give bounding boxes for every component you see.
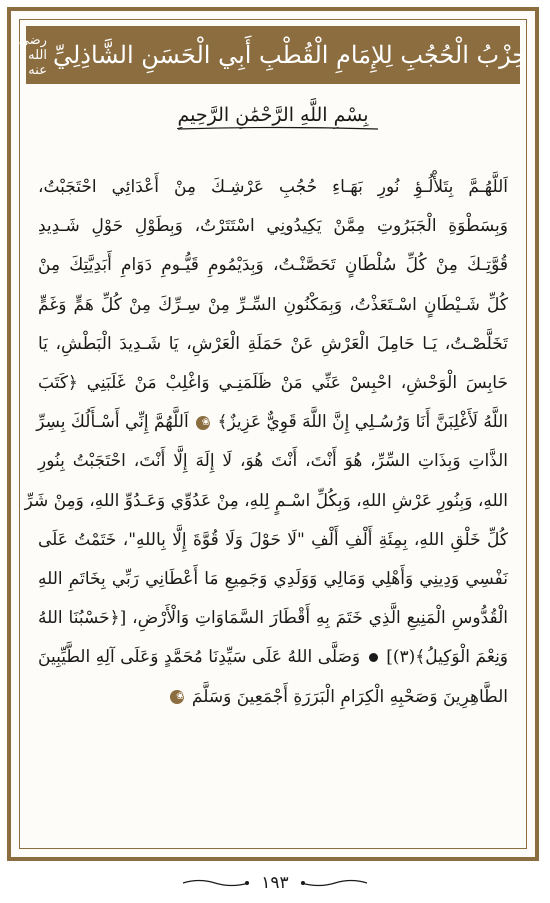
honorific-seal: رضي الله عنه <box>18 32 47 78</box>
rosette-icon: ❀ <box>170 690 184 704</box>
text-line: كُلِّ خَلْقِ اللهِ، بِمِئَةِ أَلْفِ أَلْفِ "لَا حَوْلَ وَلَا قُوَّةَ إِلَّا بِاللهِ"، خَتَمْتُ عَلَى <box>38 529 508 550</box>
prayer-text <box>24 168 509 717</box>
text-line: اللهِ، وَبِنُورِ عَرْشِ اللهِ، وَبِكُلِّ اسْـمٍ لِلهِ، مِنْ عَدُوِّي وَعَـدُوِّ اللهِ، وَمِنْ شَرِّ <box>24 490 508 511</box>
right-flourish-icon <box>299 877 369 889</box>
text-line: الذَّاتِ وَبِذَاتِ السِّرِّ، هُوَ أَنْتَ، أَنْتَ هُوَ، لَا إِلَهَ إِلَّا أَنْتَ، احْتَجَبْتُ بِنُورِ <box>38 451 508 472</box>
basmala-text: بِسْمِ اللَّهِ الرَّحْمَٰنِ الرَّحِيمِ <box>177 104 369 126</box>
text-line: حَابِسَ الْوَحْشِ، احْبِسْ عَنِّي مَنْ ظَلَمَنِـي وَاغْلِبْ مَنْ غَلَبَنِي ﴿كَتَبَ <box>38 373 508 394</box>
text-line: وَبِسَطْوَةِ الْجَبَرُوتِ مِمَّنْ يَكِيدُونِي اسْتَتَرْتُ، وَبِطَوْلِ حَوْلِ شَـدِيدِ <box>38 216 508 237</box>
text-segment: اَللَّهُمَّ إِنِّي أَسْـأَلُكَ بِسِرِّ <box>36 412 189 433</box>
text-line: نَفْسِي وَدِينِي وَأَهْلِي وَمَالِي وَوَلَدِي وَجَمِيعِ مَا أَعْطَانِي رَبِّي بِخَاتَمِ اللهِ <box>38 569 508 590</box>
title-banner <box>18 26 528 84</box>
text-line <box>38 678 508 717</box>
rosette-icon: ❀ <box>196 416 210 430</box>
text-line: تَخَلَّصْـتُ، يَـا حَامِلَ الْعَرْشِ عَنْ حَمَلَةِ الْعَرْشِ، يَا شَـدِيدَ الْبَطْشِ، يَا <box>38 333 508 354</box>
left-flourish-icon <box>181 877 251 889</box>
bullet-dot-icon <box>369 653 378 662</box>
text-line: كُلِّ شَـيْطَانٍ اسْـتَعَذْتُ، وَبِمَكْنُونِ السِّـرِّ مِنْ سِـرِّكَ مِنْ كُلِّ هَمٍّ وَغَمٍّ <box>38 294 508 315</box>
text-segment: وَنِعْمَ الْوَكِيلُ﴾(٣)] <box>386 647 509 668</box>
text-line: قُوَّتِـكَ مِنْ كُلِّ سُلْطَانٍ تَحَصَّنْـتُ، وَبِدَيْمُومِ قَيُّـومِ دَوَامِ أَبَدِيَّتِكَ مِنْ <box>38 255 508 276</box>
page-number: ١٩٣ <box>261 873 289 893</box>
text-segment: وَصَلَّى اللهُ عَلَى سَيِّدِنَا مُحَمَّدٍ وَعَلَى آلِهِ الطَّيِّبِينَ <box>38 647 361 668</box>
basmala-container <box>20 104 526 132</box>
page-frame <box>7 7 539 861</box>
page-inner-border <box>19 19 527 849</box>
basmala <box>168 104 379 132</box>
text-segment: اللَّهُ لَأَغْلِبَنَّ أَنَا وَرُسُـلِي إِنَّ اللَّهَ قَوِيٌّ عَزِيزٌ﴾ <box>217 412 508 433</box>
text-line: الْقُدُّوسِ الْمَنِيعِ الَّذِي خَتَمَ بِهِ أَقْطَارَ السَّمَاوَاتِ وَالْأَرْضِ، [﴿حَسْبُنَا اللهُ <box>38 608 508 629</box>
text-line: اَللَّهُـمَّ بِتَلأْلُـؤِ نُورِ بَهَـاءِ حُجُبِ عَرْشِـكَ مِنْ أَعْدَائِي احْتَجَبْتُ، <box>38 177 508 197</box>
basmala-swash-ornament <box>178 126 378 130</box>
text-line <box>38 403 508 442</box>
text-line <box>38 638 508 677</box>
page-footer <box>0 868 550 898</box>
text-segment: الطَّاهِرِينَ وَصَحْبِهِ الْكِرَامِ الْبَرَرَةِ أَجْمَعِينَ وَسَلَّمَ <box>191 686 508 707</box>
page-title: حِزْبُ الْحُجُبِ لِلإِمَامِ الْقُطْبِ أَبِي الْحَسَنِ الشَّاذِلِيِّ <box>52 41 528 69</box>
